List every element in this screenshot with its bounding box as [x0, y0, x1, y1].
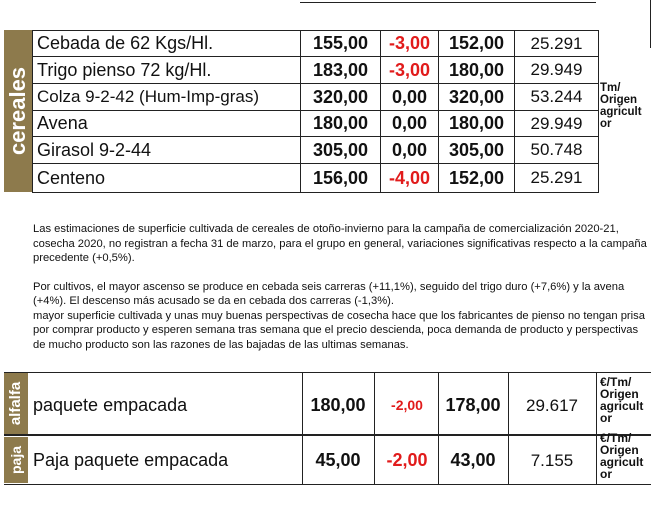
price-change: -3,00 — [381, 57, 439, 84]
alfalfa-price-change: -2,00 — [391, 397, 423, 413]
alfalfa-volume: 29.617 — [526, 396, 578, 415]
volume-value: 29.949 — [515, 111, 599, 137]
paja-price-change: -2,00 — [386, 450, 428, 470]
product-name: Girasol 9-2-44 — [33, 137, 301, 164]
cereales-unit-note: Tm/ Origen agricult or — [600, 82, 642, 130]
cereales-price-table — [32, 30, 599, 193]
alfalfa-product-name: paquete empacada — [33, 395, 188, 415]
commentary-paragraph-3: mayor superficie cultivada y unas muy buenas perspectivas de cosecha hace que los fabricantes de pienso no tengan prisa por comprar producto y esperen semana tras semana que el precio descienda, poca demanda de producto y perspectivas de mucho producto son las razones de las bajadas de las ultimas semanas. — [33, 309, 645, 351]
commentary-block — [33, 222, 651, 352]
table-row — [33, 84, 599, 111]
price-current: 305,00 — [439, 137, 515, 164]
col-divider — [596, 436, 597, 484]
price-current: 152,00 — [439, 31, 515, 57]
product-name: Cebada de 62 Kgs/Hl. — [33, 31, 301, 57]
col-divider — [374, 373, 375, 434]
col-divider — [374, 436, 375, 484]
cereales-section-label: cereales — [4, 30, 32, 192]
paja-section-label: paja — [4, 437, 28, 483]
paja-unit-note: €/Tm/ Origen agricult or — [600, 432, 644, 481]
price-previous: 156,00 — [301, 164, 381, 193]
col-divider — [438, 373, 439, 434]
paja-bottom-border — [4, 484, 651, 485]
right-border — [650, 0, 651, 48]
price-previous: 305,00 — [301, 137, 381, 164]
table-row — [33, 57, 599, 84]
product-name: Centeno — [33, 164, 301, 193]
alfalfa-price-previous: 180,00 — [310, 395, 366, 415]
alfalfa-price-current: 178,00 — [445, 395, 501, 415]
col-divider — [438, 436, 439, 484]
price-change: 0,00 — [381, 84, 439, 111]
volume-value: 50.748 — [515, 137, 599, 164]
volume-value: 25.291 — [515, 31, 599, 57]
price-change: 0,00 — [381, 111, 439, 137]
volume-value: 53.244 — [515, 84, 599, 111]
commentary-paragraph-1: Las estimaciones de superficie cultivada de cereales de otoño-invierno para la campaña de comercialización 2020-21, cosecha 2020, no registran a fecha 31 de marzo, para el grupo en general, variaciones significativas respecto a la campaña precedente (+0,5%). — [33, 223, 647, 264]
price-current: 152,00 — [439, 164, 515, 193]
col-divider — [508, 373, 509, 434]
price-previous: 155,00 — [301, 31, 381, 57]
col-divider — [508, 436, 509, 484]
col-divider — [596, 373, 597, 434]
paja-volume: 7.155 — [530, 451, 574, 470]
top-border — [300, 2, 596, 3]
price-current: 180,00 — [439, 111, 515, 137]
paja-top-border — [4, 434, 651, 436]
alfalfa-section-label: alfalfa — [4, 373, 28, 434]
product-name: Avena — [33, 111, 301, 137]
price-previous: 180,00 — [301, 111, 381, 137]
product-name: Colza 9-2-42 (Hum-Imp-gras) — [33, 84, 301, 111]
table-row — [33, 111, 599, 137]
table-row — [33, 164, 599, 193]
paja-price-current: 43,00 — [450, 450, 496, 470]
alfalfa-top-border — [4, 372, 651, 373]
paja-price-previous: 45,00 — [315, 450, 361, 470]
price-previous: 320,00 — [301, 84, 381, 111]
price-change: 0,00 — [381, 137, 439, 164]
price-current: 320,00 — [439, 84, 515, 111]
price-current: 180,00 — [439, 57, 515, 84]
col-divider — [302, 436, 303, 484]
col-divider — [302, 373, 303, 434]
price-change: -4,00 — [381, 164, 439, 193]
paja-product-name: Paja paquete empacada — [33, 450, 229, 470]
commentary-paragraph-2: Por cultivos, el mayor ascenso se produce en cebada seis carreras (+11,1%), seguido del trigo duro (+7,6%) y la avena (+4%). El descenso más acusado se da en cebada dos carreras (-1,3%). — [33, 280, 625, 307]
price-change: -3,00 — [381, 31, 439, 57]
table-row — [33, 31, 599, 57]
volume-value: 25.291 — [515, 164, 599, 193]
alfalfa-unit-note: €/Tm/ Origen agricult or — [600, 375, 644, 425]
volume-value: 29.949 — [515, 57, 599, 84]
price-previous: 183,00 — [301, 57, 381, 84]
table-row — [33, 137, 599, 164]
product-name: Trigo pienso 72 kg/Hl. — [33, 57, 301, 84]
